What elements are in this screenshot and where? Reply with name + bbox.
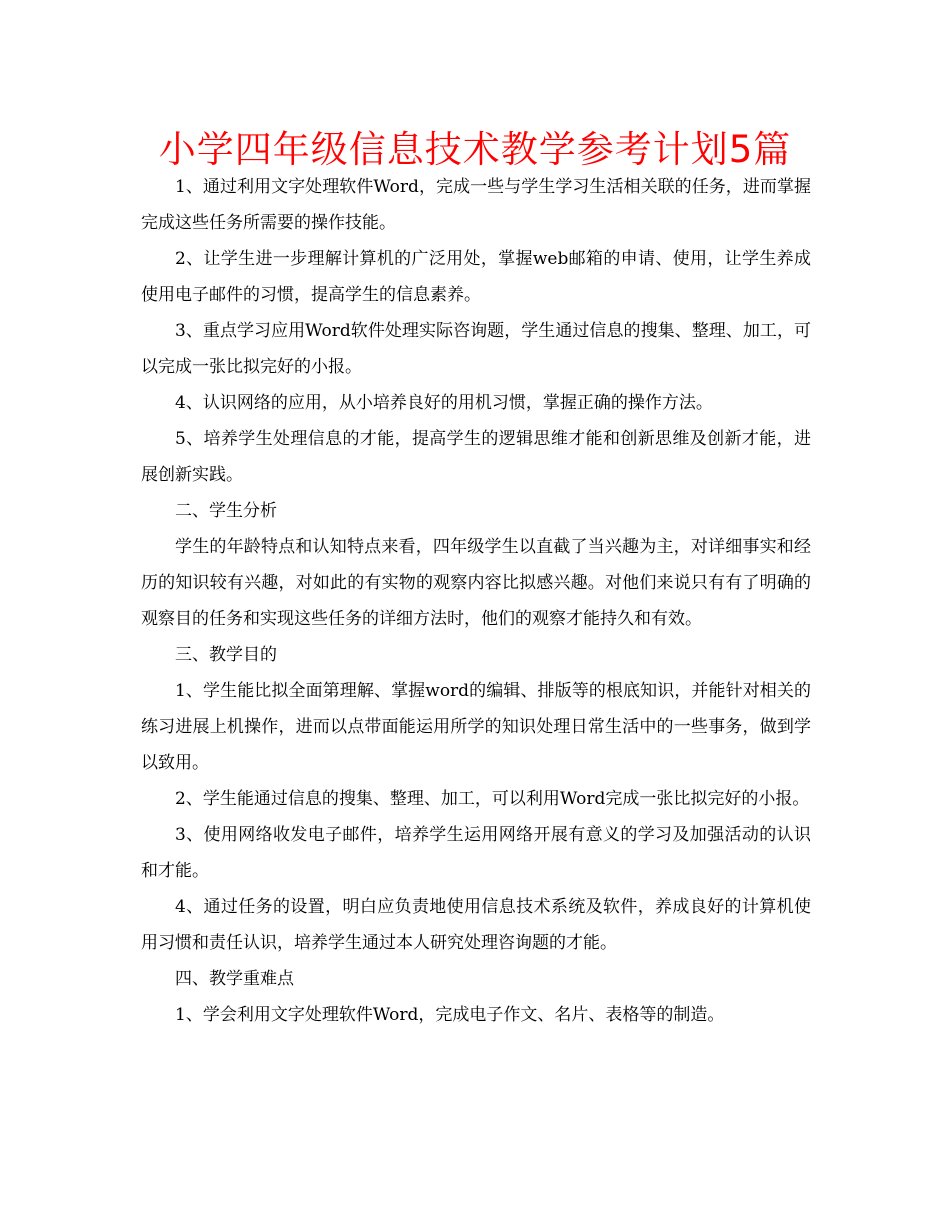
paragraph-goal-5: 5、培养学生处理信息的才能，提高学生的逻辑思维才能和创新思维及创新才能，进展创新实践。 [141,429,811,485]
paragraph-objective-2: 2、学生能通过信息的搜集、整理、加工，可以利用Word完成一张比拟完好的小报。 [175,789,810,809]
paragraph-goal-3: 3、重点学习应用Word软件处理实际咨询题，学生通过信息的搜集、整理、加工，可以完成一张比拟完好的小报。 [141,321,811,377]
paragraph-goal-4: 4、认识网络的应用，从小培养良好的用机习惯，掌握正确的操作方法。 [175,393,713,413]
document-title: 小学四年级信息技术教学参考计划5篇 [158,128,792,171]
paragraph-key-point-1: 1、学会利用文字处理软件Word，完成电子作文、名片、表格等的制造。 [175,1005,725,1025]
section-heading-teaching-objectives: 三、教学目的 [175,645,277,665]
paragraph-student-analysis: 学生的年龄特点和认知特点来看，四年级学生以直截了当兴趣为主，对详细事实和经历的知识较有兴趣，对如此的有实物的观察内容比拟感兴趣。对他们来说只有有了明确的观察目的任务和实现这些任务的详细方法时，他们的观察才能持久和有效。 [141,537,811,629]
paragraph-goal-2: 2、让学生进一步理解计算机的广泛用处，掌握web邮箱的申请、使用，让学生养成使用电子邮件的习惯，提高学生的信息素养。 [141,249,811,305]
paragraph-objective-3: 3、使用网络收发电子邮件，培养学生运用网络开展有意义的学习及加强活动的认识和才能。 [141,825,811,881]
paragraph-objective-4: 4、通过任务的设置，明白应负责地使用信息技术系统及软件，养成良好的计算机使用习惯和责任认识，培养学生通过本人研究处理咨询题的才能。 [141,897,811,953]
section-heading-key-difficulties: 四、教学重难点 [175,969,294,989]
paragraph-goal-1: 1、通过利用文字处理软件Word，完成一些与学生学习生活相关联的任务，进而掌握完成这些任务所需要的操作技能。 [141,177,811,233]
paragraph-objective-1: 1、学生能比拟全面第理解、掌握word的编辑、排版等的根底知识，并能针对相关的练习进展上机操作，进而以点带面能运用所学的知识处理日常生活中的一些事务，做到学以致用。 [141,681,811,773]
section-heading-student-analysis: 二、学生分析 [175,501,277,521]
document-body [141,169,811,1033]
